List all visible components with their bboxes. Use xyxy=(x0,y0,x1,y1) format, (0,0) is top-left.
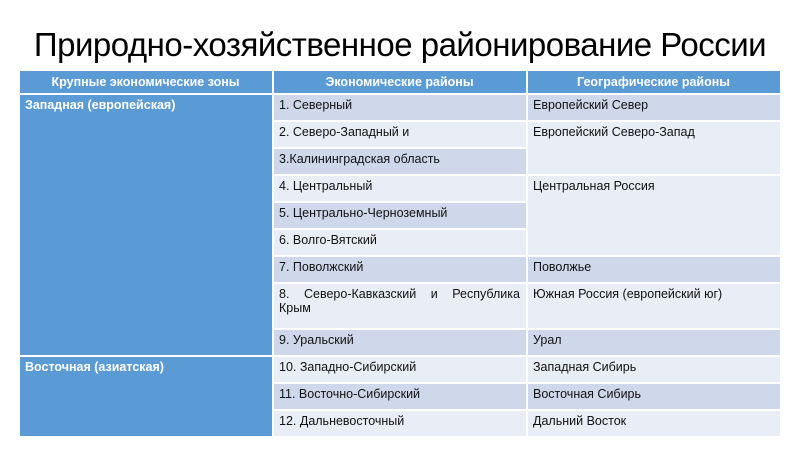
econ-region: 2. Северо-Западный и xyxy=(273,121,527,148)
geo-region: Европейский Северо-Запад xyxy=(527,121,781,175)
econ-region: 9. Уральский xyxy=(273,329,527,356)
econ-region: 3.Калининградская область xyxy=(273,148,527,175)
geo-region: Урал xyxy=(527,329,781,356)
geo-region: Западная Сибирь xyxy=(527,356,781,383)
econ-region: 10. Западно-Сибирский xyxy=(273,356,527,383)
geo-region: Европейский Север xyxy=(527,94,781,121)
econ-region: 11. Восточно-Сибирский xyxy=(273,383,527,410)
zone-eastern: Восточная (азиатская) xyxy=(19,356,273,437)
table-header-row xyxy=(19,70,781,94)
geo-region: Восточная Сибирь xyxy=(527,383,781,410)
zone-western: Западная (европейская) xyxy=(19,94,273,356)
header-geo-regions: Географические районы xyxy=(527,70,781,94)
geo-region: Поволжье xyxy=(527,256,781,283)
econ-region: 12. Дальневосточный xyxy=(273,410,527,437)
econ-region-8-line1: 8. Северо-Кавказский и Республика xyxy=(279,287,520,301)
header-econ-regions: Экономические районы xyxy=(273,70,527,94)
econ-region-8-line2: Крым xyxy=(279,301,311,315)
geo-region: Дальний Восток xyxy=(527,410,781,437)
table-row xyxy=(19,94,781,121)
header-zones: Крупные экономические зоны xyxy=(19,70,273,94)
econ-region: 7. Поволжский xyxy=(273,256,527,283)
regions-table xyxy=(18,69,782,438)
econ-region: 6. Волго-Вятский xyxy=(273,229,527,256)
geo-region: Центральная Россия xyxy=(527,175,781,256)
page-title: Природно-хозяйственное районирование России xyxy=(33,26,767,63)
table-row xyxy=(19,356,781,383)
econ-region: 4. Центральный xyxy=(273,175,527,202)
econ-region: 5. Центрально-Черноземный xyxy=(273,202,527,229)
econ-region xyxy=(273,283,527,329)
geo-region: Южная Россия (европейский юг) xyxy=(527,283,781,329)
econ-region: 1. Северный xyxy=(273,94,527,121)
